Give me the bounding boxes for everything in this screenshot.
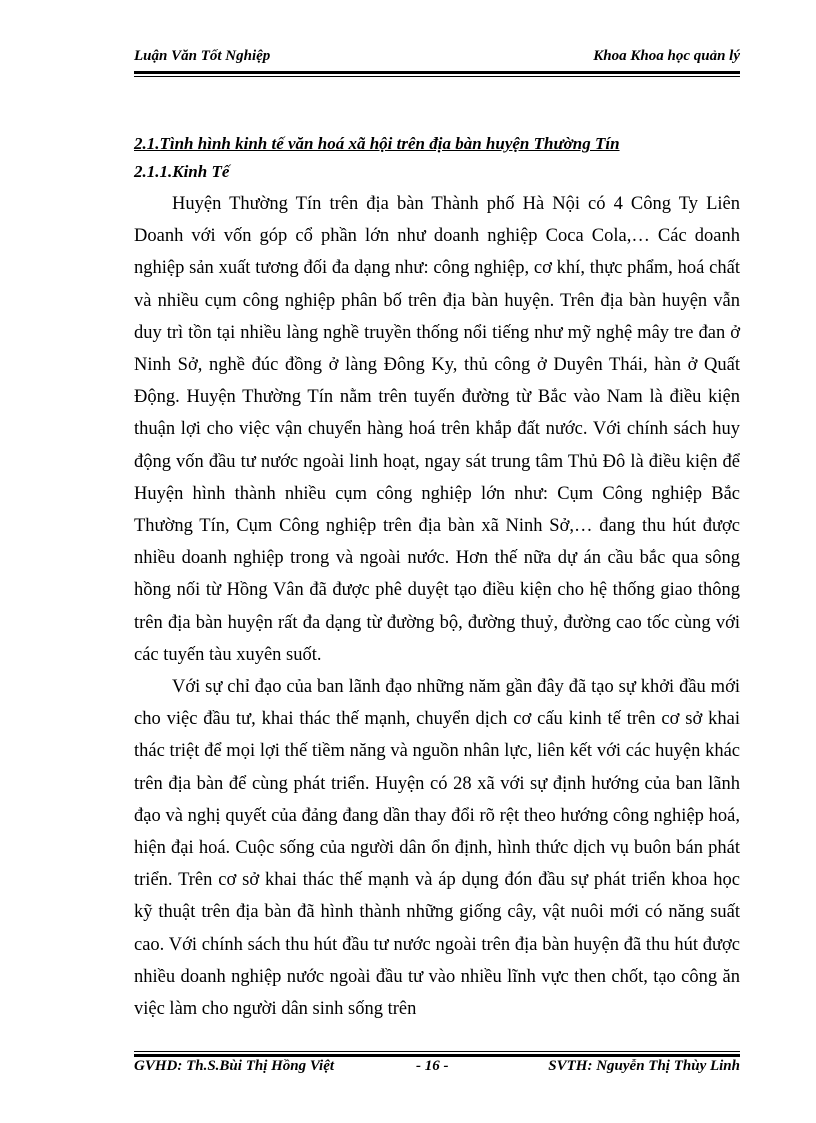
- page-footer: [134, 1058, 740, 1080]
- paragraph-2: Với sự chỉ đạo của ban lãnh đạo những năm gần đây đã tạo sự khởi đầu mới cho việc đầu tư, khai thác thế mạnh, chuyển dịch cơ cấu kinh tế trên cơ sở khai thác triệt để mọi lợi thế tiềm năng và nguồn nhân lực, liên kết với các huyện khác trên địa bàn để cùng phát triển. Huyện có 28 xã với sự định hướng của ban lãnh đạo và nghị quyết của đảng đang dần thay đổi rõ rệt theo hướng công nghiệp hoá, hiện đại hoá. Cuộc sống của người dân ổn định, hình thức dịch vụ buôn bán phát triển. Trên cơ sở khai thác thế mạnh và áp dụng đón đầu sự phát triển khoa học kỹ thuật trên địa bàn đã hình thành những giống cây, vật nuôi mới có năng suất cao. Với chính sách thu hút đầu tư nước ngoài trên địa bàn huyện đã thu hút được nhiều doanh nghiệp nước ngoài đầu tư vào nhiều lĩnh vực then chốt, tạo công ăn việc làm cho người dân sinh sống trên: [134, 677, 740, 1020]
- header-rule-thick: [134, 71, 740, 74]
- section-title: 2.1.Tình hình kinh tế văn hoá xã hội trên địa bàn huyện Thường Tín: [134, 134, 620, 153]
- footer-student: SVTH: Nguyễn Thị Thùy Linh: [548, 1058, 740, 1074]
- paragraph-1: Huyện Thường Tín trên địa bàn Thành phố Hà Nội có 4 Công Ty Liên Doanh với vốn góp cổ phần lớn như doanh nghiệp Coca Cola,… Các doanh nghiệp sản xuất tương đối đa dạng như: công nghiệp, cơ khí, thực phẩm, hoá chất và nhiều cụm công nghiệp phân bố trên địa bàn huyện. Trên địa bàn huyện vẫn duy trì tồn tại nhiều làng nghề truyền thống nổi tiếng như mỹ nghệ mây tre đan ở Ninh Sở, nghề đúc đồng ở làng Đông Ky, thủ công ở Duyên Thái, hàn ở Quất Động. Huyện Thường Tín nằm trên tuyến đường từ Bắc vào Nam là điều kiện thuận lợi cho việc vận chuyển hàng hoá trên khắp đất nước. Với chính sách huy động vốn đầu tư nước ngoài linh hoạt, ngay sát trung tâm Thủ Đô là điều kiện để Huyện hình thành nhiều cụm công nghiệp lớn như: Cụm Công nghiệp Bắc Thường Tín, Cụm Công nghiệp trên địa bàn xã Ninh Sở,… đang thu hút được nhiều doanh nghiệp trong và ngoài nước. Hơn thế nữa dự án cầu bắc qua sông hồng nối từ Hồng Vân đã được phê duyệt tạo điều kiện cho hệ thống giao thông trên địa bàn huyện rất đa dạng từ đường bộ, đường thuỷ, đường cao tốc cùng với các tuyến tàu xuyên suốt.: [134, 194, 740, 665]
- page-header: [134, 48, 740, 70]
- header-faculty-label: Khoa Khoa học quản lý: [593, 48, 740, 64]
- footer-supervisor: GVHD: Th.S.Bùi Thị Hồng Việt: [134, 1058, 335, 1074]
- subsection-title: 2.1.1.Kinh Tế: [134, 162, 230, 181]
- header-thesis-label: Luận Văn Tốt Nghiệp: [134, 48, 271, 64]
- page-number: - 16 -: [416, 1058, 449, 1074]
- page-body: [134, 130, 740, 1025]
- header-rule-thin: [134, 76, 740, 77]
- footer-rule-thick: [134, 1054, 740, 1057]
- footer-rule-thin: [134, 1051, 740, 1052]
